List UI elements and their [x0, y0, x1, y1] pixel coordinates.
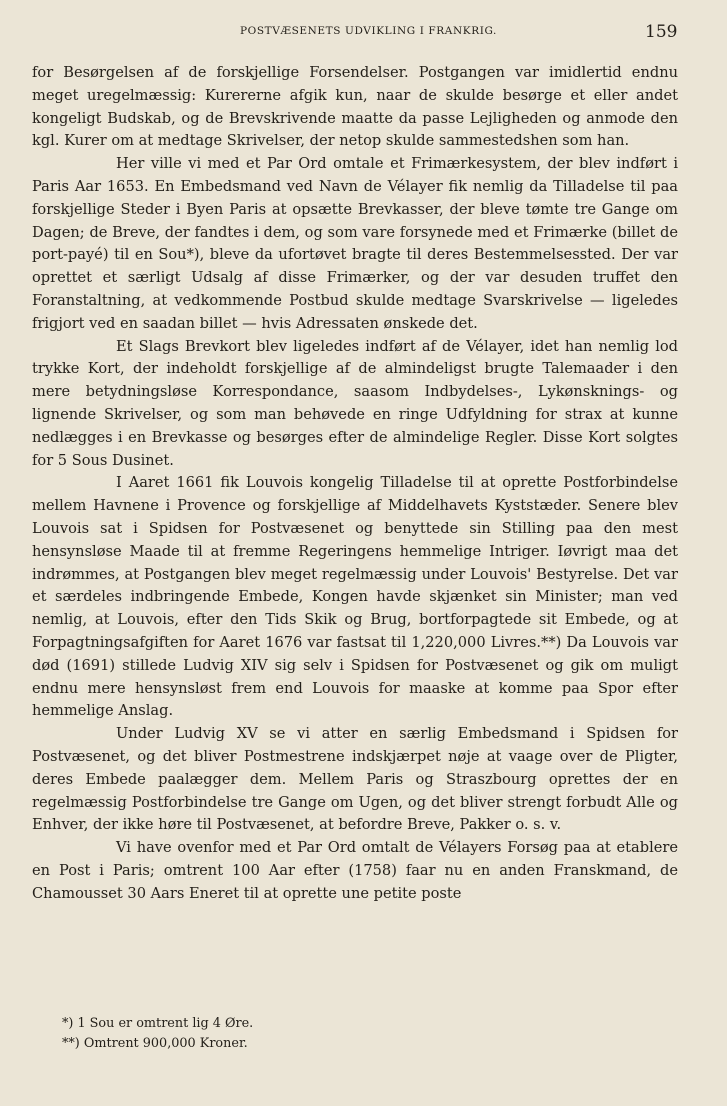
- footnote-2: **) Omtrent 900,000 Kroner.: [62, 1036, 248, 1051]
- paragraph-6: Vi have ovenfor med et Par Ord omtalt de Vélayers Forsøg paa at etablere en Post i Paris; omtrent 100 Aar efter (1758) faar nu en anden Franskmand, de Chamousset 30 Aars Eneret til at oprette une petite poste: [32, 839, 678, 902]
- running-title: POSTVÆSENETS UDVIKLING I FRANKRIG.: [240, 25, 497, 37]
- footnote-1: *) 1 Sou er omtrent lig 4 Øre.: [62, 1016, 254, 1031]
- paragraph-1: for Besørgelsen af de forskjellige Forsendelser. Postgangen var imidlertid endnu meget uregelmæssig: Kurererne afgik kun, naar de skulde besørge et eller andet kongeligt Budskab, og de Brevskrivende maatte da passe Lejligheden og anmode den kgl. Kurer om at medtage Skrivelser, der netop skulde sammestedshen som han.: [32, 64, 678, 150]
- body-text: [32, 62, 678, 905]
- running-head: [0, 22, 727, 42]
- paragraph-3: Et Slags Brevkort blev ligeledes indført af de Vélayer, idet han nemlig lod trykke Kort, der indeholdt forskjellige af de almindeligst brugte Talemaader i den mere betydningsløse Korrespondance, saasom Indbydelses-, Lykønsknings- og lignende Skrivelser, og som man behøvede en ringe Udfyldning for strax at kunne nedlægges i en Brevkasse og besørges efter de almindelige Regler. Disse Kort solgtes for 5 Sous Dusinet.: [32, 337, 678, 469]
- paragraph-4: I Aaret 1661 fik Louvois kongelig Tilladelse til at oprette Postforbindelse mellem Havnene i Provence og forskjellige af Middelhavets Kyststæder. Senere blev Louvois sat i Spidsen for Postvæsenet og benyttede sin Stilling paa den mest hensynsløse Maade til at fremme Regeringens hemmelige Intriger. Iøvrigt maa det indrømmes, at Postgangen blev meget regelmæssig under Louvois' Bestyrelse. Det var et særdeles indbringende Embede, Kongen havde skjænket sin Minister; man ved nemlig, at Louvois, efter den Tids Skik og Brug, bortforpagtede sit Embede, og at Forpagtningsafgiften for Aaret 1676 var fastsat til 1,220,000 Livres.**) Da Louvois var død (1691) stillede Ludvig XIV sig selv i Spidsen for Postvæsenet og gik om muligt endnu mere hensynsløst frem end Louvois for maaske at komme paa Spor efter hemmelige Anslag.: [32, 474, 678, 720]
- page-number: 159: [645, 22, 678, 42]
- footnotes: [62, 1014, 622, 1054]
- paragraph-2: Her ville vi med et Par Ord omtale et Frimærkesystem, der blev indført i Paris Aar 1653. En Embedsmand ved Navn de Vélayer fik nemlig da Tilladelse til paa forskjellige Steder i Byen Paris at opsætte Brevkasser, der bleve tømte tre Gange om Dagen; de Breve, der fandtes i dem, og som vare forsynede med et Frimærke (billet de port-payé) til en Sou*), bleve da ufortøvet bragte til deres Bestemmelsessted. Der var oprettet et særligt Udsalg af disse Frimærker, og der var desuden truffet den Foranstaltning, at vedkommende Postbud skulde medtage Svarskrivelse — ligeledes frigjort ved en saadan billet — hvis Adressaten ønskede det.: [32, 155, 678, 332]
- paragraph-5: Under Ludvig XV se vi atter en særlig Embedsmand i Spidsen for Postvæsenet, og det bliver Postmestrene indskjærpet nøje at vaage over de Pligter, deres Embede paalægger dem. Mellem Paris og Straszbourg oprettes der en regelmæssig Postforbindelse tre Gange om Ugen, og det bliver strengt forbudt Alle og Enhver, der ikke høre til Postvæsenet, at befordre Breve, Pakker o. s. v.: [32, 725, 678, 834]
